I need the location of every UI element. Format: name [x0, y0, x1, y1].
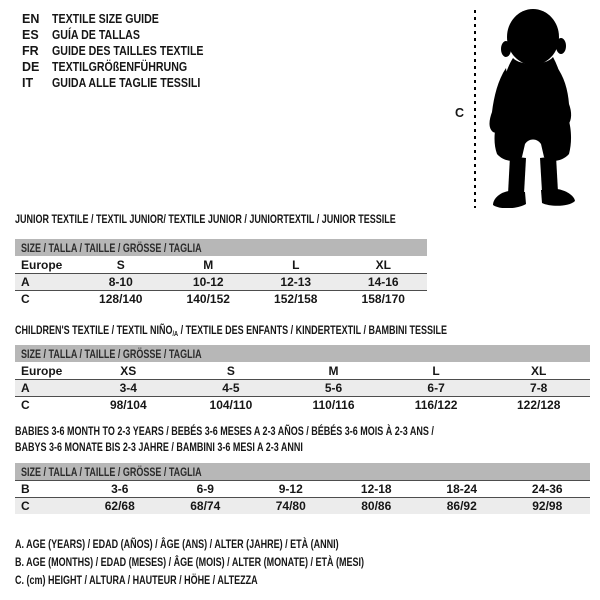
lang-row-de — [22, 59, 230, 75]
lang-title: GUIDE DES TAILLES TEXTILE — [52, 44, 204, 58]
size-cell: 122/128 — [516, 398, 561, 412]
height-measure-dashed-line — [474, 10, 476, 208]
size-header-band: SIZE / TALLA / TAILLE / GRÖSSE / TAGLIA — [15, 345, 590, 362]
size-header-band: SIZE / TALLA / TAILLE / GRÖSSE / TAGLIA — [15, 239, 427, 256]
size-cell: 92/98 — [532, 499, 563, 513]
children-section-title: CHILDREN'S TEXTILE / TEXTIL NIÑO/A / TEXTILE DES ENFANTS / KINDERTEXTIL / BAMBINI TESSILE — [15, 323, 447, 338]
size-cell: 18-24 — [446, 482, 478, 496]
footnote-height-cm: C. (cm) HEIGHT / ALTURA / HAUTEUR / HÖHE / ALTEZZA — [15, 573, 258, 587]
size-cell: XL — [531, 363, 547, 378]
lang-code: ES — [22, 28, 39, 42]
table-row-height — [15, 497, 590, 514]
size-cell: 104/110 — [209, 398, 253, 412]
language-title-list — [22, 11, 230, 91]
size-cell: 4-5 — [222, 381, 240, 395]
size-cell: 3-4 — [119, 381, 137, 395]
row-label: B — [21, 482, 30, 496]
size-cell: 68/74 — [190, 499, 221, 513]
size-cell: XS — [120, 363, 137, 378]
table-row-europe — [15, 256, 427, 273]
size-cell: 24-36 — [531, 482, 563, 496]
row-label: A — [21, 275, 30, 289]
babies-section-title-line1: BABIES 3-6 MONTH TO 2-3 YEARS / BEBÉS 3-6 MESES A 2-3 AÑOS / BÉBÉS 3-6 MOIS À 2-3 ANS / — [15, 424, 434, 438]
children-size-table — [15, 345, 590, 413]
size-cell: 74/80 — [275, 499, 306, 513]
size-cell: 128/140 — [99, 292, 143, 306]
size-cell: 158/170 — [361, 292, 405, 306]
size-cell: 3-6 — [111, 482, 129, 496]
lang-row-es — [22, 27, 230, 43]
size-cell: 6-7 — [427, 381, 445, 395]
lang-title: TEXTILGRÖßENFÜHRUNG — [52, 60, 188, 74]
size-cell: 10-12 — [192, 275, 224, 289]
size-cell: 110/116 — [312, 398, 355, 412]
size-cell: S — [226, 363, 235, 378]
junior-section-title: JUNIOR TEXTILE / TEXTIL JUNIOR/ TEXTILE JUNIOR / JUNIORTEXTIL / JUNIOR TESSILE — [15, 212, 396, 226]
table-row-age-months — [15, 480, 590, 497]
lang-code: IT — [22, 76, 34, 90]
size-cell: 5-6 — [324, 381, 343, 395]
title-subscript: /A — [172, 329, 179, 338]
size-cell: 6-9 — [196, 482, 214, 496]
table-row-age — [15, 379, 590, 396]
size-cell: 14-16 — [367, 275, 399, 289]
row-label: A — [21, 381, 30, 395]
size-cell: 140/152 — [186, 292, 230, 306]
size-cell: 9-12 — [278, 482, 303, 496]
height-measure-label: C — [455, 106, 465, 120]
size-cell: L — [432, 363, 440, 378]
size-header-band: SIZE / TALLA / TAILLE / GRÖSSE / TAGLIA — [15, 463, 590, 480]
row-label: C — [21, 292, 30, 306]
table-row-height — [15, 290, 427, 307]
lang-row-en — [22, 11, 230, 27]
size-cell: 116/122 — [414, 398, 458, 412]
footnote-age-months: B. AGE (MONTHS) / EDAD (MESES) / ÂGE (MOIS) / ALTER (MONATE) / ETÀ (MESI) — [15, 555, 364, 569]
size-cell: M — [328, 363, 339, 378]
row-label: C — [21, 499, 30, 513]
lang-row-it — [22, 75, 230, 91]
row-label: Europe — [21, 257, 63, 272]
size-cell: 12-13 — [280, 275, 312, 289]
size-cell: 7-8 — [530, 381, 548, 395]
toddler-silhouette-icon — [479, 8, 591, 208]
row-label: Europe — [21, 363, 63, 378]
table-row-age — [15, 273, 427, 290]
size-cell: 152/158 — [274, 292, 318, 306]
table-row-height — [15, 396, 590, 413]
size-cell: M — [203, 257, 214, 272]
lang-title: TEXTILE SIZE GUIDE — [52, 12, 159, 26]
row-label: C — [21, 398, 30, 412]
lang-code: DE — [22, 60, 40, 74]
babies-size-table — [15, 463, 590, 514]
size-cell: 98/104 — [109, 398, 147, 412]
table-row-europe — [15, 362, 590, 379]
lang-title: GUIDA ALLE TAGLIE TESSILI — [52, 76, 201, 90]
size-cell: 8-10 — [108, 275, 133, 289]
size-cell: 80/86 — [361, 499, 392, 513]
lang-code: FR — [22, 44, 39, 58]
size-cell: S — [116, 257, 125, 272]
size-cell: XL — [375, 257, 391, 272]
lang-title: GUÍA DE TALLAS — [52, 28, 140, 42]
size-cell: L — [292, 257, 300, 272]
size-cell: 86/92 — [446, 499, 477, 513]
lang-row-fr — [22, 43, 230, 59]
footnote-age-years: A. AGE (YEARS) / EDAD (AÑOS) / ÂGE (ANS) / ALTER (JAHRE) / ETÀ (ANNI) — [15, 537, 339, 551]
lang-code: EN — [22, 12, 40, 26]
size-cell: 62/68 — [104, 499, 135, 513]
junior-size-table — [15, 239, 427, 307]
babies-section-title-line2: BABYS 3-6 MONATE BIS 2-3 JAHRE / BAMBINI 3-6 MESI A 2-3 ANNI — [15, 440, 303, 454]
size-cell: 12-18 — [360, 482, 392, 496]
